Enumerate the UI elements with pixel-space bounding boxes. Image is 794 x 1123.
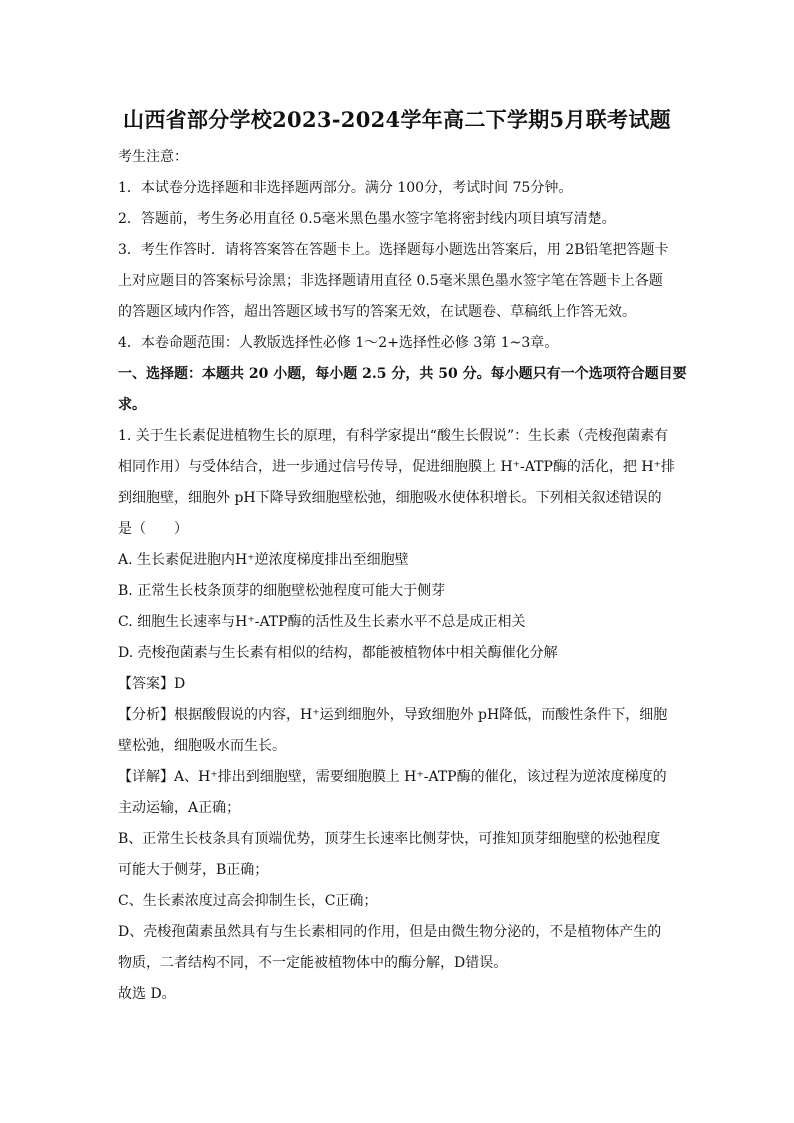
notice-item-1: 1．本试卷分选择题和非选择题两部分。满分 100分，考试时间 75分钟。 [118,180,573,196]
explanation-line: 物质，二者结构不同，不一定能被植物体中的酶分解，D错误。 [118,955,508,971]
explanation-line: B、正常生长枝条具有顶端优势，顶芽生长速率比侧芽快，可推知顶芽细胞壁的松弛程度 [118,831,661,847]
question-1-stem: 是（ ） [118,521,188,537]
notice-item-4: 4．本卷命题范围：人教版选择性必修 1～2+选择性必修 3第 1~3章。 [118,335,559,351]
option-d: D. 壳梭孢菌素与生长素有相似的结构，都能被植物体中相关酶催化分解 [118,645,558,661]
notice-item-3: 3．考生作答时．请将答案答在答题卡上。选择题每小题选出答案后，用 2B铅笔把答题卡 [118,242,669,258]
option-c: C. 细胞生长速率与H⁺-ATP酶的活性及生长素水平不总是成正相关 [118,614,526,630]
explanation-line: 主动运输，A正确； [118,800,241,816]
notice-item-3-cont: 的答题区域内作答，超出答题区域书写的答案无效，在试题卷、草稿纸上作答无效。 [118,304,636,320]
explanation-line: C、生长素浓度过高会抑制生长，C正确； [118,893,378,909]
question-1-stem: 到细胞壁，细胞外 pH下降导致细胞壁松弛，细胞吸水使体积增长。下列相关叙述错误的 [118,490,662,506]
section-heading-cont: 求。 [118,397,146,413]
question-1-stem: 1. 关于生长素促进植物生长的原理，有科学家提出“酸生长假说”：生长素（壳梭孢菌素有 [118,428,669,444]
conclusion-line: 故选 D。 [118,986,176,1002]
notice-item-2: 2．答题前，考生务必用直径 0.5毫米黑色墨水签字笔将密封线内项目填写清楚。 [118,211,616,227]
notice-item-3-cont: 上对应题目的答案标号涂黑；非选择题请用直径 0.5毫米黑色墨水签字笔在答题卡上各题 [118,273,663,289]
answer-line: 【答案】D [118,676,186,692]
document-title: 山西省部分学校2023-2024学年高二下学期5月联考试题 [123,107,671,132]
explanation-line: D、壳梭孢菌素虽然具有与生长素相同的作用，但是由微生物分泌的，不是植物体产生的 [118,924,662,940]
explanation-line: 可能大于侧芽，B正确； [118,862,269,878]
section-heading: 一、选择题：本题共 20 小题，每小题 2.5 分，共 50 分。每小题只有一个选项符合题目要 [118,366,687,382]
analysis-line: 【分析】根据酸假说的内容，H⁺运到细胞外，导致细胞外 pH降低，而酸性条件下，细胞 [118,707,668,723]
notice-heading: 考生注意： [118,149,188,165]
explanation-line: 【详解】A、H⁺排出到细胞壁，需要细胞膜上 H⁺-ATP酶的催化，该过程为逆浓度梯度的 [118,769,667,785]
analysis-line: 壁松弛，细胞吸水而生长。 [118,738,286,754]
document-body [118,142,687,1010]
question-1-stem: 相同作用）与受体结合，进一步通过信号传导，促进细胞膜上 H⁺-ATP酶的活化，把 H⁺排 [118,459,675,475]
option-a: A. 生长素促进胞内H⁺逆浓度梯度排出至细胞壁 [118,552,409,568]
option-b: B. 正常生长枝条顶芽的细胞壁松弛程度可能大于侧芽 [118,583,446,599]
